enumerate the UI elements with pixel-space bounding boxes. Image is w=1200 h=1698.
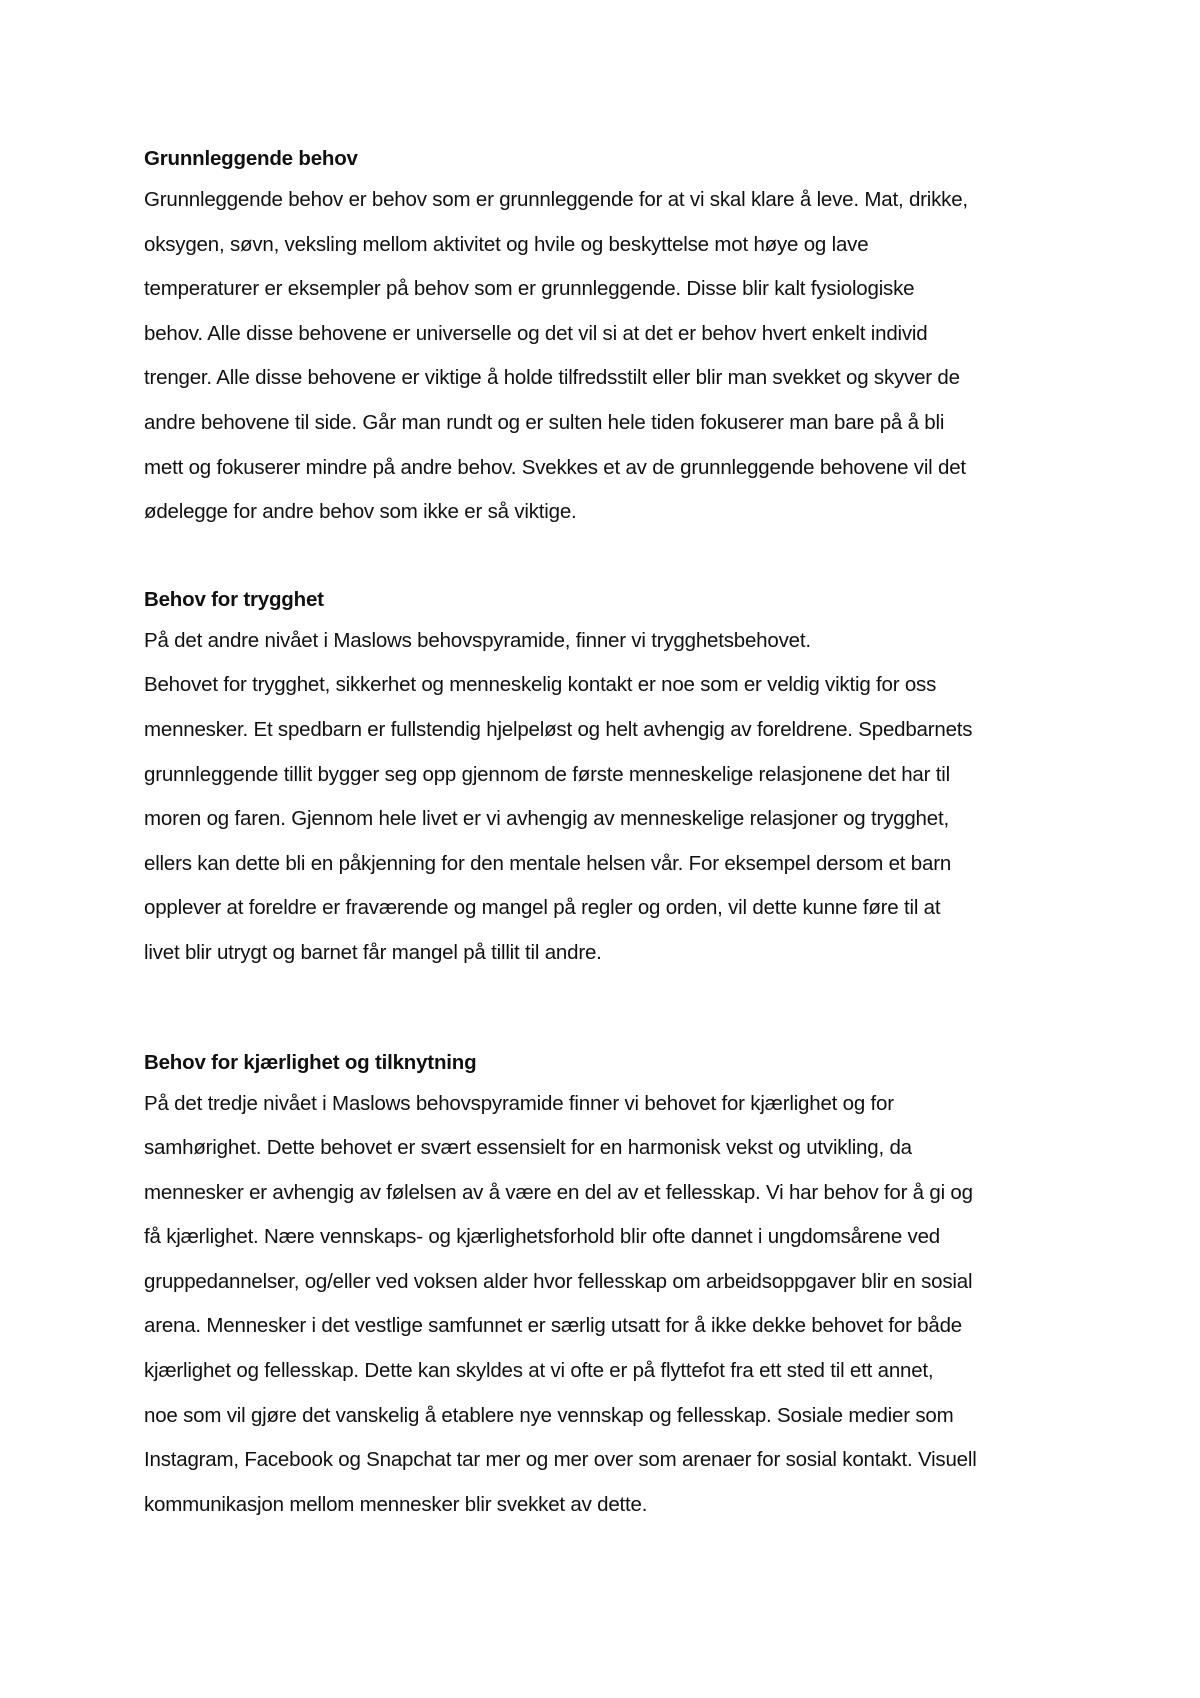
paragraph-line: trenger. Alle disse behovene er viktige å holde tilfredsstilt eller blir man svekket og skyver de xyxy=(144,366,960,390)
paragraph-line: Grunnleggende behov er behov som er grunnleggende for at vi skal klare å leve. Mat, drikke, xyxy=(144,188,968,211)
paragraph-line: kjærlighet og fellesskap. Dette kan skyldes at vi ofte er på flyttefot fra ett sted til ett annet, xyxy=(144,1359,934,1383)
paragraph-line: På det tredje nivået i Maslows behovspyramide finner vi behovet for kjærlighet og for xyxy=(144,1091,894,1115)
paragraph-line: mennesker. Et spedbarn er fullstendig hjelpeløst og helt avhengig av foreldrene. Spedbarnets xyxy=(144,717,973,741)
paragraph-line: Instagram, Facebook og Snapchat tar mer og mer over som arenaer for sosial kontakt. Visuell xyxy=(144,1448,977,1472)
section-heading: Behov for kjærlighet og tilknytning xyxy=(144,1050,477,1074)
paragraph-line: moren og faren. Gjennom hele livet er vi avhengig av menneskelige relasjoner og trygghet, xyxy=(144,807,949,831)
section-behov-for-kjaerlighet xyxy=(144,1046,1059,1528)
section-behov-for-trygghet xyxy=(144,583,1059,976)
paragraph-line: andre behovene til side. Går man rundt og er sulten hele tiden fokuserer man bare på å bli xyxy=(144,410,945,434)
paragraph-line: arena. Mennesker i det vestlige samfunnet er særlig utsatt for å ikke dekke behovet for både xyxy=(144,1314,962,1338)
paragraph-line: ødelegge for andre behov som ikke er så viktige. xyxy=(144,500,577,524)
paragraph-line: noe som vil gjøre det vanskelig å etablere nye vennskap og fellesskap. Sosiale medier som xyxy=(144,1403,954,1427)
section-grunnleggende-behov xyxy=(144,142,1059,535)
section-paragraph xyxy=(144,619,1059,976)
paragraph-line: mennesker er avhengig av følelsen av å være en del av et fellesskap. Vi har behov for å gi og xyxy=(144,1180,973,1204)
paragraph-line: opplever at foreldre er fraværende og mangel på regler og orden, vil dette kunne føre til at xyxy=(144,896,941,920)
section-paragraph xyxy=(144,178,1059,535)
section-paragraph xyxy=(144,1082,1059,1528)
paragraph-line: grunnleggende tillit bygger seg opp gjennom de første menneskelige relasjonene det har til xyxy=(144,762,950,786)
paragraph-line: livet blir utrygt og barnet får mangel på tillit til andre. xyxy=(144,940,602,964)
paragraph-line: På det andre nivået i Maslows behovspyramide, finner vi trygghetsbehovet. xyxy=(144,628,811,652)
paragraph-line: behov. Alle disse behovene er universelle og det vil si at det er behov hvert enkelt individ xyxy=(144,321,928,345)
paragraph-line: samhørighet. Dette behovet er svært essensielt for en harmonisk vekst og utvikling, da xyxy=(144,1136,912,1160)
paragraph-line: ellers kan dette bli en påkjenning for den mentale helsen vår. For eksempel dersom et barn xyxy=(144,851,952,875)
paragraph-line: temperaturer er eksempler på behov som er grunnleggende. Disse blir kalt fysiologiske xyxy=(144,277,915,301)
paragraph-line: Behovet for trygghet, sikkerhet og menneskelig kontakt er noe som er veldig viktig for oss xyxy=(144,673,937,697)
paragraph-line: oksygen, søvn, veksling mellom aktivitet og hvile og beskyttelse mot høye og lave xyxy=(144,232,869,256)
paragraph-line: kommunikasjon mellom mennesker blir svekket av dette. xyxy=(144,1492,648,1516)
section-heading: Behov for trygghet xyxy=(144,587,324,611)
document-body xyxy=(144,142,1059,1527)
section-heading: Grunnleggende behov xyxy=(144,147,358,170)
paragraph-line: få kjærlighet. Nære vennskaps- og kjærlighetsforhold blir ofte dannet i ungdomsårene ved xyxy=(144,1225,941,1249)
paragraph-line: mett og fokuserer mindre på andre behov. Svekkes et av de grunnleggende behovene vil det xyxy=(144,455,966,479)
paragraph-line: gruppedannelser, og/eller ved voksen alder hvor fellesskap om arbeidsoppgaver blir en sosial xyxy=(144,1269,973,1293)
